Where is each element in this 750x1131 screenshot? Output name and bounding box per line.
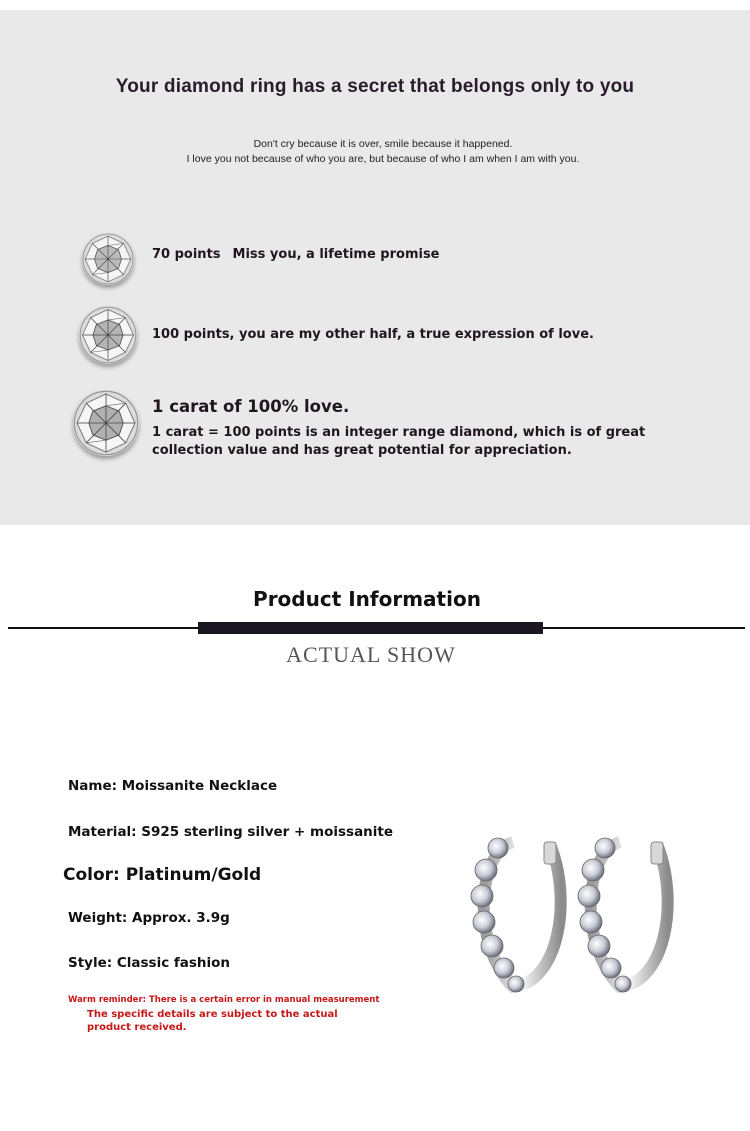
diamond-70-icon bbox=[82, 233, 134, 285]
feature-70-points-text: Miss you, a lifetime promise bbox=[232, 247, 440, 262]
spec-color: Color: Platinum/Gold bbox=[63, 865, 262, 885]
intro-headline: Your diamond ring has a secret that belongs only to you bbox=[115, 76, 635, 97]
warning-line-2: The specific details are subject to the actual product received. bbox=[87, 1009, 338, 1033]
spec-style: Style: Classic fashion bbox=[68, 955, 231, 971]
diamond-100-icon bbox=[79, 306, 137, 364]
quote-line-1: Don't cry because it is over, smile because it happened. bbox=[253, 138, 513, 150]
spec-weight: Weight: Approx. 3.9g bbox=[68, 910, 230, 926]
diamond-1carat-icon bbox=[73, 390, 139, 456]
feature-100-points: 100 points, you are my other half, a true expression of love. bbox=[152, 327, 594, 342]
spec-material: Material: S925 sterling silver + moissanite bbox=[68, 824, 394, 840]
feature-70-points bbox=[152, 247, 440, 262]
feature-1-carat-title: 1 carat of 100% love. bbox=[152, 397, 350, 416]
product-info-title: Product Information bbox=[253, 587, 481, 611]
actual-show-subtitle: ACTUAL SHOW bbox=[286, 642, 456, 667]
earrings-product-image bbox=[458, 822, 688, 1004]
spec-name: Name: Moissanite Necklace bbox=[68, 778, 278, 794]
warning-line-1: Warm reminder: There is a certain error in manual measurement bbox=[68, 995, 380, 1005]
title-divider-bar bbox=[198, 622, 543, 634]
feature-70-points-label: 70 points bbox=[152, 247, 221, 262]
feature-1-carat-text: 1 carat = 100 points is an integer range diamond, which is of great collection value and has great potential for appreciation. bbox=[152, 425, 646, 458]
quote-line-2: I love you not because of who you are, but because of who I am when I am with you. bbox=[186, 153, 580, 165]
